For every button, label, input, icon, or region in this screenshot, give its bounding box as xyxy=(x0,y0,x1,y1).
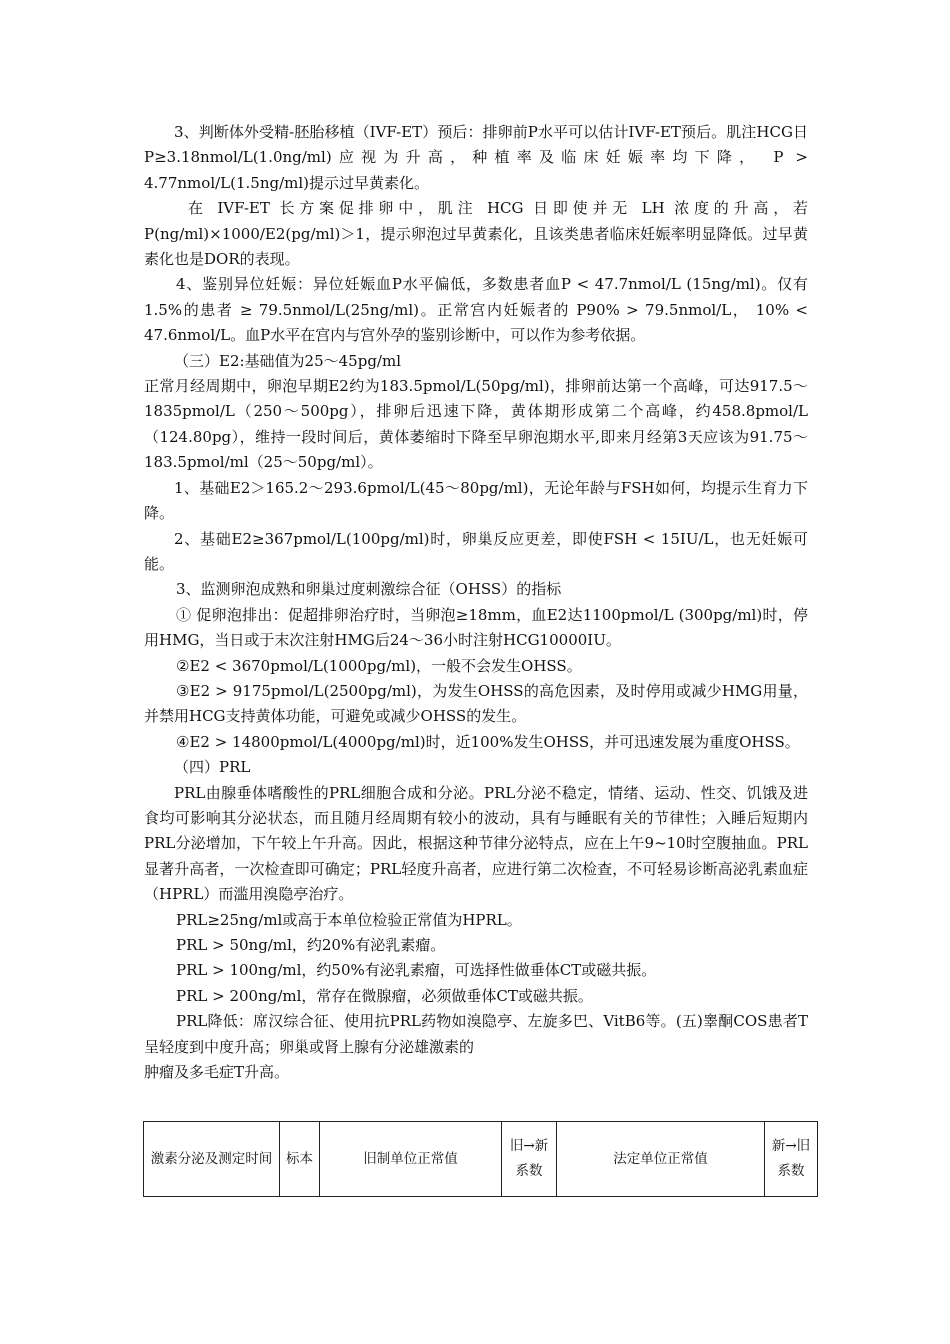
paragraph-prl-intro: PRL由腺垂体嗜酸性的PRL细胞合成和分泌。PRL分泌不稳定，情绪、运动、性交、饥饿及进食均可影响其分泌状态，而且随月经周期有较小的波动，具有与睡眠有关的节律性；入睡后短期内PRL分泌增加，下午较上午升高。因此，根据这种节律分泌特点，应在上午9~10时空腹抽血。PRL显著升高者，一次检查即可确定；PRL轻度升高者，应进行第二次检查，不可轻易诊断高泌乳素血症（HPRL）而滥用溴隐亭治疗。 xyxy=(144,783,808,904)
paragraph-ohss-1: ① 促卵泡排出：促超排卵治疗时，当卵泡≥18mm，血E2达1100pmol/L (300pg/ml)时，停用HMG，当日或于末次注射HMG后24～36小时注射HCG10000IU。 xyxy=(144,605,808,650)
paragraph-prl-3: PRL > 100ng/ml，约50%有泌乳素瘤，可选择性做垂体CT或磁共振。 xyxy=(176,961,657,980)
document-body xyxy=(144,120,808,1085)
paragraph-prl-1: PRL≥25ng/ml或高于本单位检验正常值为HPRL。 xyxy=(176,910,522,929)
table-header-cell: 法定单位正常值 xyxy=(557,1122,765,1197)
paragraph-prl-4: PRL > 200ng/ml，常存在微腺瘤，必须做垂体CT或磁共振。 xyxy=(176,986,593,1005)
paragraph-e2-basal-2: 2、基础E2≥367pmol/L(100pg/ml)时，卵巢反应更差，即使FSH < 15IU/L，也无妊娠可能。 xyxy=(144,529,808,573)
table-header-row xyxy=(144,1122,818,1197)
paragraph-ectopic-pregnancy: 4、鉴别异位妊娠：异位妊娠血P水平偏低，多数患者血P < 47.7nmol/L (15ng/ml)。仅有1.5%的患者 ≥ 79.5nmol/L(25ng/ml)。正常宫内妊娠者的 P90% > 79.5nmol/L， 10% < 47.6nmol/L。血P水平在宫内与宫外孕的鉴别诊断中，可以作为参考依据。 xyxy=(144,275,808,345)
paragraph-ohss-3: ③E2 > 9175pmol/L(2500pg/ml)，为发生OHSS的高危因素，及时停用或减少HMG用量，并禁用HCG支持黄体功能，可避免或减少OHSS的发生。 xyxy=(144,681,808,726)
paragraph-ohss-2: ②E2 < 3670pmol/L(1000pg/ml)，一般不会发生OHSS。 xyxy=(176,656,582,675)
paragraph-ohss-4: ④E2 > 14800pmol/L(4000pg/ml)时，近100%发生OHSS，并可迅速发展为重度OHSS。 xyxy=(176,732,800,751)
paragraph-ohss-heading: 3、监测卵泡成熟和卵巢过度刺激综合征（OHSS）的指标 xyxy=(176,580,562,599)
section-heading-e2: （三）E2:基础值为25～45pg/ml xyxy=(174,351,402,370)
table-header-cell: 新→旧系数 xyxy=(765,1122,818,1197)
paragraph-prl-low: PRL降低：席汉综合征、使用抗PRL药物如溴隐亭、左旋多巴、VitB6等。(五)睾酮COS患者T呈轻度到中度升高；卵巢或肾上腺有分泌雄激素的 xyxy=(144,1012,808,1056)
hormone-reference-table xyxy=(143,1121,817,1197)
table-header-cell: 旧制单位正常值 xyxy=(320,1122,502,1197)
table-header-cell: 标本 xyxy=(280,1122,320,1197)
paragraph-ivf-et-prognosis: 3、判断体外受精-胚胎移植（IVF-ET）预后：排卵前P水平可以估计IVF-ET预后。肌注HCG日P≥3.18nmol/L(1.0ng/ml)应视为升高，种植率及临床妊娠率均下降， P > 4.77nmol/L(1.5ng/ml)提示过早黄素化。 xyxy=(144,123,808,192)
table-header-cell: 旧→新系数 xyxy=(502,1122,557,1197)
section-heading-prl: （四）PRL xyxy=(174,758,251,777)
table-header-cell: 激素分泌及测定时间 xyxy=(144,1122,280,1197)
paragraph-prl-2: PRL > 50ng/ml，约20%有泌乳素瘤。 xyxy=(176,936,446,954)
paragraph-e2-cycle: 正常月经周期中，卵泡早期E2约为183.5pmol/L(50pg/ml)，排卵前达第一个高峰，可达917.5～1835pmol/L（250～500pg），排卵后迅速下降，黄体期形成第二个高峰，约458.8pmol/L（124.80pg），维持一段时间后，黄体萎缩时下降至早卵泡期水平,即来月经第3天应该为91.75～183.5pmol/ml（25～50pg/ml）。 xyxy=(144,377,808,472)
paragraph-tumor: 肿瘤及多毛症T升高。 xyxy=(144,1063,290,1082)
paragraph-long-protocol: 在 IVF-ET 长方案促排卵中，肌注 HCG 日即使并无 LH 浓度的升高，若P(ng/ml)×1000/E2(pg/ml)＞1，提示卵泡过早黄素化，且该类患者临床妊娠率明显降低。过早黄素化也是DOR的表现。 xyxy=(144,199,808,269)
paragraph-e2-basal-1: 1、基础E2＞165.2～293.6pmol/L(45～80pg/ml)，无论年龄与FSH如何，均提示生育力下降。 xyxy=(144,478,808,523)
